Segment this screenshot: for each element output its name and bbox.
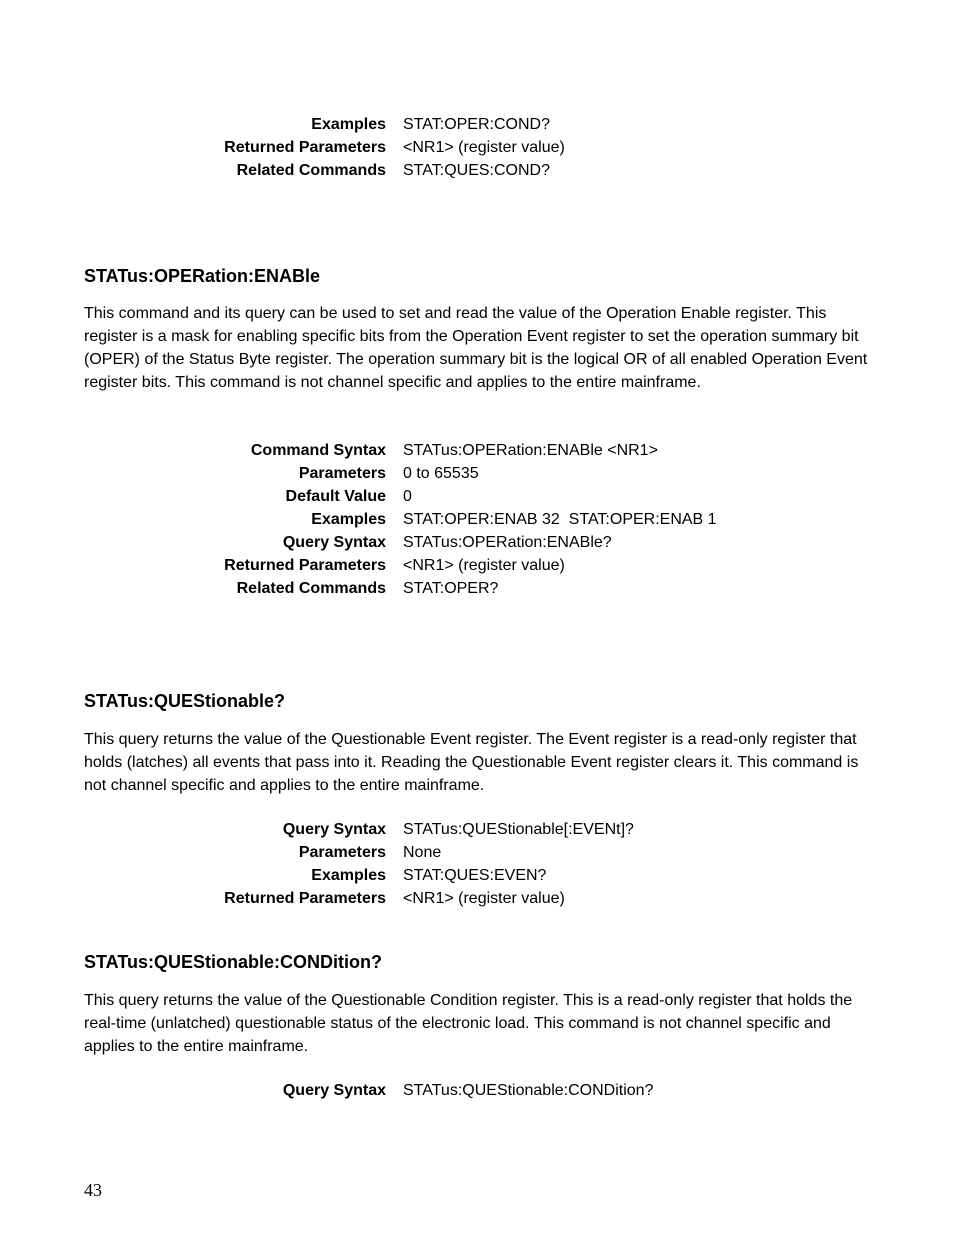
param-value: STAT:OPER? <box>403 580 499 597</box>
section-body-questionable: This query returns the value of the Questionable Event register. The Event register is a read-only register that holds (latches) all events that pass into it. Reading the Questionable Event register clears it. This command is not channel specific and applies to the entire mainframe. <box>84 731 859 794</box>
param-key: Query Syntax <box>282 821 386 838</box>
param-key: Returned Parameters <box>224 890 386 907</box>
param-row <box>84 1079 864 1102</box>
param-row <box>84 508 864 531</box>
section-heading-questionable-condition: STATus:QUEStionable:CONDition? <box>84 952 382 972</box>
param-value: <NR1> (register value) <box>403 890 565 907</box>
param-value: STAT:OPER:COND? <box>403 116 550 133</box>
param-row <box>84 864 864 887</box>
param-key: Query Syntax <box>282 534 386 551</box>
param-key: Examples <box>311 511 386 528</box>
param-value: 0 to 65535 <box>403 465 479 482</box>
param-row <box>84 462 864 485</box>
section-body-questionable-condition: This query returns the value of the Questionable Condition register. This is a read-only register that holds the real-time (unlatched) questionable status of the electronic load. This command is not channel specific and applies to the entire mainframe. <box>84 992 853 1055</box>
param-row <box>84 136 864 159</box>
param-row <box>84 159 864 182</box>
param-value: STAT:OPER:ENAB 32 STAT:OPER:ENAB 1 <box>403 511 717 528</box>
param-key: Parameters <box>298 844 386 861</box>
param-key: Related Commands <box>236 580 386 597</box>
param-row <box>84 439 864 462</box>
param-key: Related Commands <box>236 162 386 179</box>
param-row <box>84 841 864 864</box>
section-body-operation-enable: This command and its query can be used to set and read the value of the Operation Enable register. This register is a mask for enabling specific bits from the Operation Event register to set the operation summary bit (OPER) of the Status Byte register. The operation summary bit is the logical OR of all enabled Operation Event register bits. This command is not channel specific and applies to the entire mainframe. <box>84 305 868 391</box>
param-key: Examples <box>311 116 386 133</box>
param-row <box>84 113 864 136</box>
param-value: <NR1> (register value) <box>403 557 565 574</box>
section-heading-operation-enable: STATus:OPERation:ENABle <box>84 266 321 286</box>
param-row <box>84 577 864 600</box>
param-row <box>84 887 864 910</box>
param-row <box>84 818 864 841</box>
operation-enable-param-table <box>84 439 864 600</box>
param-value: STATus:QUEStionable:CONDition? <box>403 1082 654 1099</box>
param-value: 0 <box>403 488 412 505</box>
questionable-param-table <box>84 818 864 910</box>
param-row <box>84 485 864 508</box>
param-row <box>84 554 864 577</box>
param-key: Parameters <box>298 465 386 482</box>
param-key: Returned Parameters <box>224 139 386 156</box>
param-value: None <box>403 844 442 861</box>
param-key: Default Value <box>285 488 386 505</box>
param-value: STATus:OPERation:ENABle? <box>403 534 612 551</box>
top-param-table <box>84 113 864 182</box>
param-value: STAT:QUES:EVEN? <box>403 867 547 884</box>
param-value: STAT:QUES:COND? <box>403 162 550 179</box>
param-value: <NR1> (register value) <box>403 139 565 156</box>
param-key: Returned Parameters <box>224 557 386 574</box>
param-value: STATus:OPERation:ENABle <NR1> <box>403 442 658 459</box>
param-key: Examples <box>311 867 386 884</box>
param-row <box>84 531 864 554</box>
page-number: 43 <box>84 1180 102 1200</box>
questionable-condition-param-table <box>84 1079 864 1102</box>
param-key: Query Syntax <box>282 1082 386 1099</box>
param-key: Command Syntax <box>250 442 386 459</box>
section-heading-questionable: STATus:QUEStionable? <box>84 691 285 711</box>
param-value: STATus:QUEStionable[:EVENt]? <box>403 821 634 838</box>
